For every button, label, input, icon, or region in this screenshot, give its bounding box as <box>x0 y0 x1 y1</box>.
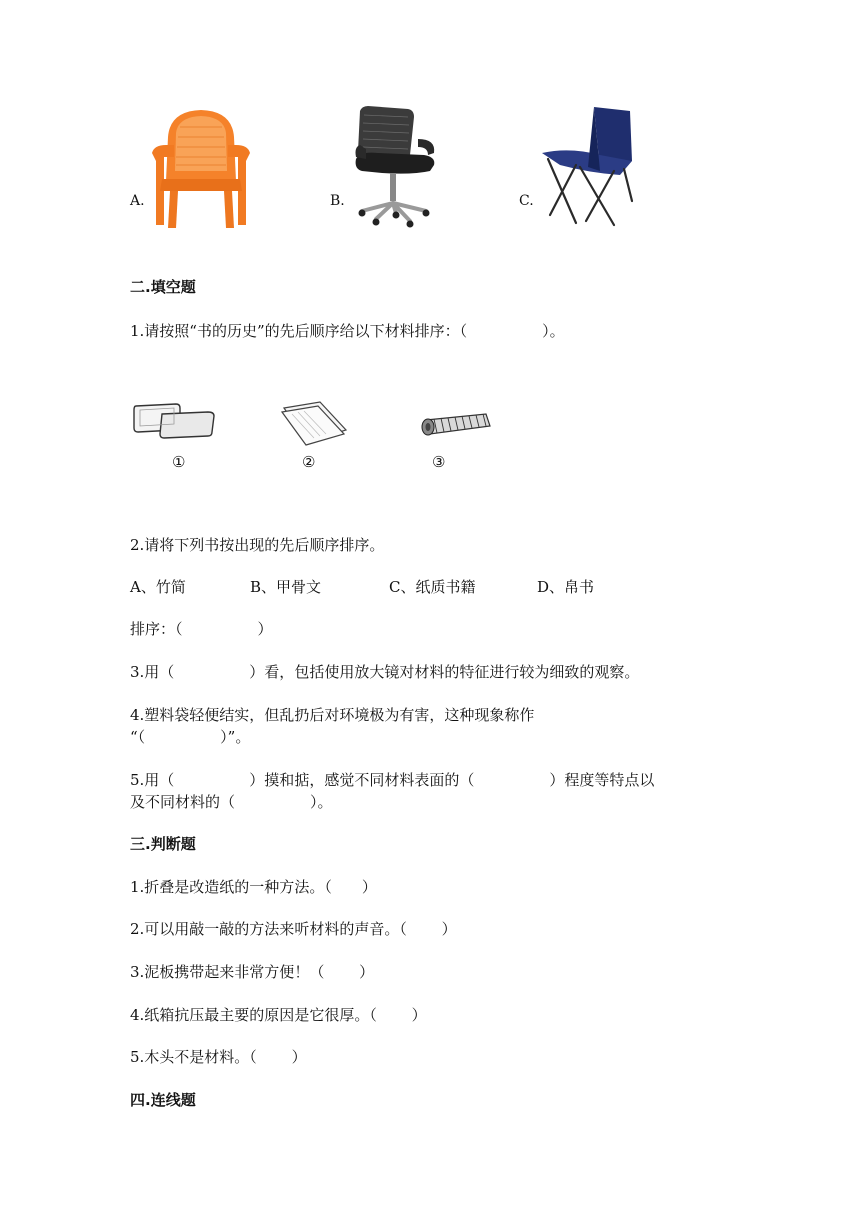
folding-camp-chair-image <box>540 105 636 229</box>
judge-item: 4.纸箱抗压最主要的原因是它很厚。（ ） <box>130 1006 427 1024</box>
section-3-heading: 三.判断题 <box>130 835 196 853</box>
item-2-number: ② <box>302 453 316 471</box>
section-2-heading: 二.填空题 <box>130 278 196 296</box>
question-2-4-line2: “（ ）”。 <box>130 728 251 746</box>
question-2-5-line2: 及不同材料的（ ）。 <box>130 793 333 811</box>
judge-item: 2.可以用敲一敲的方法来听材料的声音。（ ） <box>130 920 457 938</box>
question-2-5-line1: 5.用（ ）摸和掂，感觉不同材料表面的（ ）程度等特点以 <box>130 771 655 789</box>
question-2-2-answer: 排序：（ ） <box>130 620 273 638</box>
paper-sheets-image <box>278 400 348 446</box>
judge-item: 5.木头不是材料。（ ） <box>130 1048 307 1066</box>
option-oracle: B、甲骨文 <box>250 578 322 596</box>
item-1-number: ① <box>172 453 186 471</box>
clay-tablets-image <box>132 402 216 440</box>
office-swivel-chair-image <box>352 105 438 229</box>
option-c-label: C. <box>519 193 534 209</box>
judge-item: 1.折叠是改造纸的一种方法。（ ） <box>130 878 377 896</box>
question-2-3: 3.用（ ）看，包括使用放大镜对材料的特征进行较为细致的观察。 <box>130 663 640 681</box>
orange-plastic-chair-image <box>150 107 252 229</box>
question-2-2: 2.请将下列书按出现的先后顺序排序。 <box>130 536 385 554</box>
bamboo-slips-image <box>420 412 492 438</box>
option-bamboo: A、竹简 <box>130 578 186 596</box>
option-b-label: B. <box>330 193 345 209</box>
option-silk-book: D、帛书 <box>537 578 595 596</box>
section-4-heading: 四.连线题 <box>130 1091 196 1109</box>
judge-item: 3.泥板携带起来非常方便！（ ） <box>130 963 375 981</box>
question-2-1: 1.请按照“书的历史”的先后顺序给以下材料排序：（ ）。 <box>130 322 565 340</box>
question-2-4-line1: 4.塑料袋轻便结实，但乱扔后对环境极为有害，这种现象称作 <box>130 706 535 724</box>
option-a-label: A. <box>130 193 145 209</box>
item-3-number: ③ <box>432 453 446 471</box>
option-paper-book: C、纸质书籍 <box>389 578 476 596</box>
